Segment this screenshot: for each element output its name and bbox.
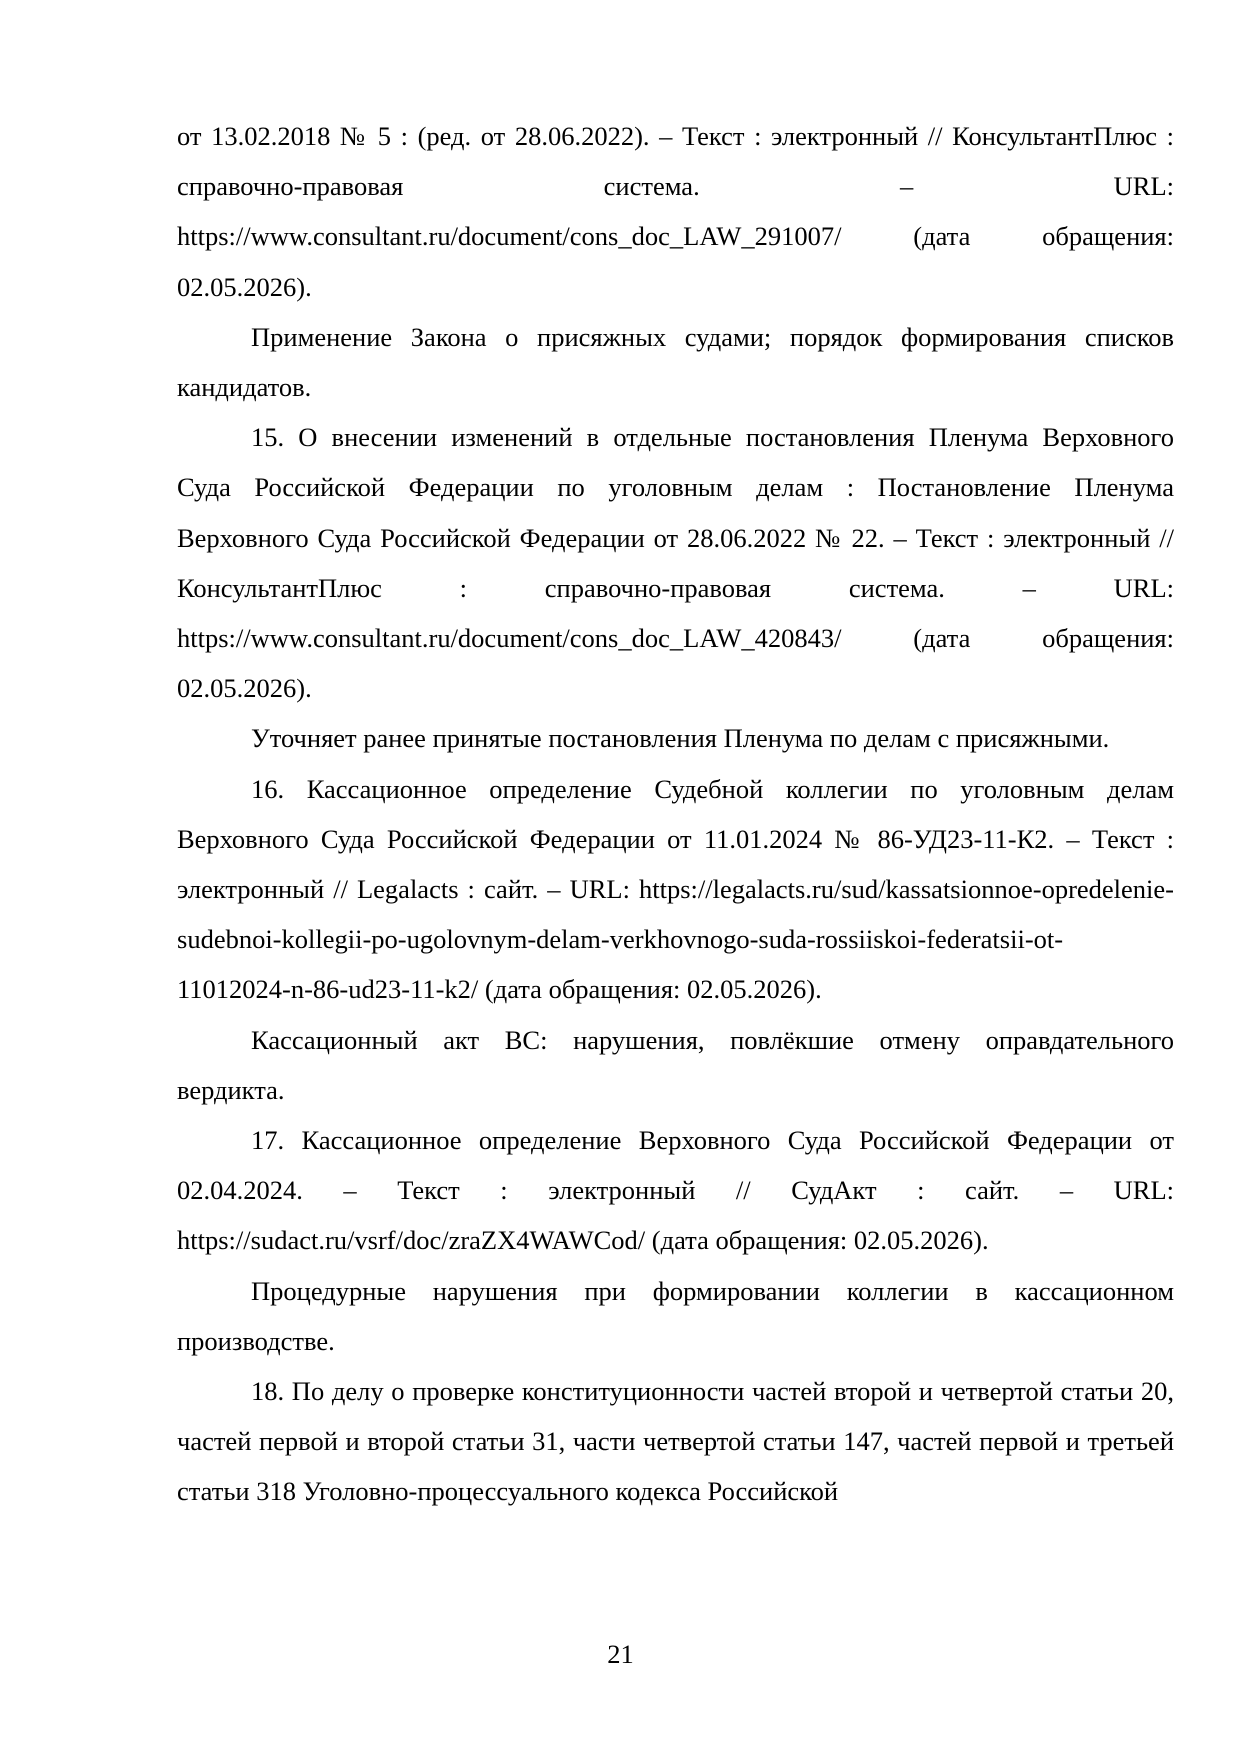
paragraph-annotation: Применение Закона о присяжных судами; порядок формирования списков кандидатов. bbox=[177, 321, 1174, 403]
document-body bbox=[177, 111, 1174, 1517]
page-number: 21 bbox=[607, 1639, 634, 1669]
paragraph-annotation: Уточняет ранее принятые постановления Пленума по делам с присяжными. bbox=[251, 723, 1110, 754]
paragraph-annotation: Кассационный акт ВС: нарушения, повлёкшие отмену оправдательного вердикта. bbox=[177, 1024, 1174, 1105]
paragraph-reference: 16. Кассационное определение Судебной коллегии по уголовным делам Верховного Суда Российской Федерации от 11.01.2024 № 86-УД23-11-К2. – Текст : электронный // Legalacts : сайт. – URL: https://legalacts.ru/sud/kassatsionnoe-opredelenie-sudebnoi-kollegii-po-ugolovnym-delam-verkhovnogo-suda-rossiiskoi-federatsii-ot-11012024-n-86-ud23-11-k2/ (дата обращения: 02.05.2026). bbox=[177, 773, 1174, 1005]
paragraph-reference-continuation: от 13.02.2018 № 5 : (ред. от 28.06.2022). – Текст : электронный // КонсультантПлюс : справочно-правовая система. – URL: https://www.consultant.ru/document/cons_doc_LAW_291007/ (дата обращения: 02.05.2026). bbox=[177, 121, 1174, 302]
paragraph-annotation: Процедурные нарушения при формировании коллегии в кассационном производстве. bbox=[177, 1275, 1174, 1356]
paragraph-reference: 15. О внесении изменений в отдельные постановления Пленума Верховного Суда Российской Федерации по уголовным делам : Постановление Пленума Верховного Суда Российской Федерации от 28.06.2022 № 22. – Текст : электронный // КонсультантПлюс : справочно-правовая система. – URL: https://www.consultant.ru/document/cons_doc_LAW_420843/ (дата обращения: 02.05.2026). bbox=[177, 422, 1174, 704]
paragraph-reference: 17. Кассационное определение Верховного Суда Российской Федерации от 02.04.2024. – Текст : электронный // СудАкт : сайт. – URL: https://sudact.ru/vsrf/doc/zraZX4WAWCod/ (дата обращения: 02.05.2026). bbox=[177, 1125, 1174, 1256]
paragraph-reference: 18. По делу о проверке конституционности частей второй и четвертой статьи 20, частей первой и второй статьи 31, части четвертой статьи 147, частей первой и третьей статьи 318 Уголовно-процессуального кодекса Российской bbox=[177, 1376, 1174, 1507]
